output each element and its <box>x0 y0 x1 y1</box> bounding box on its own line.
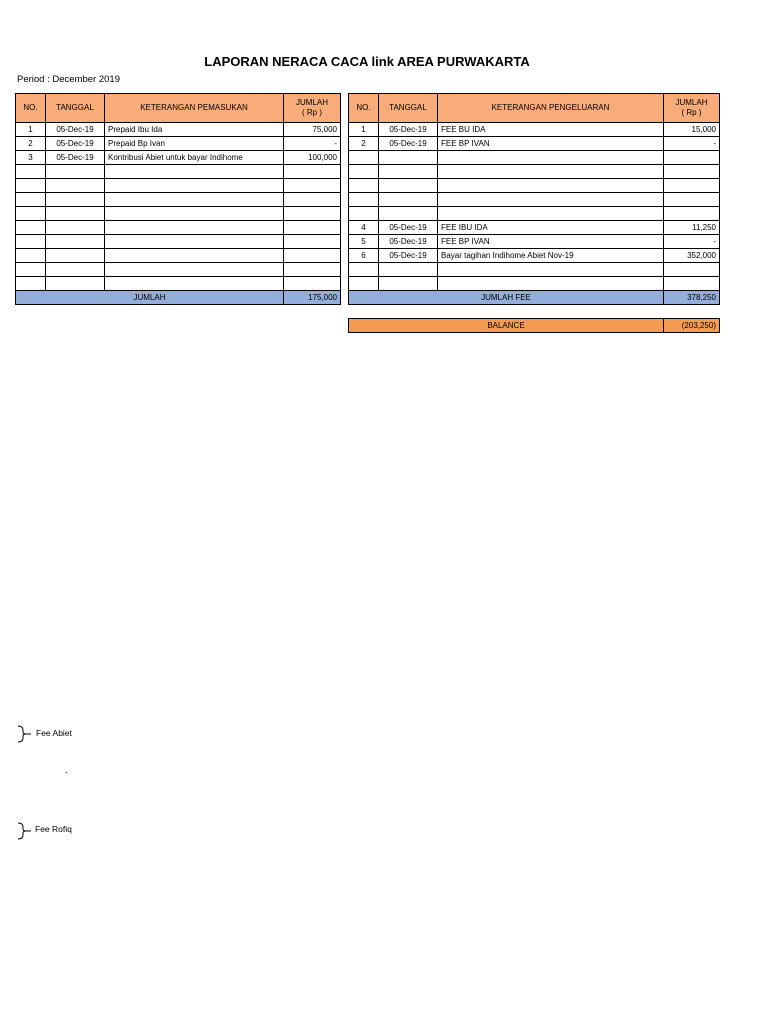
expense-row <box>349 207 720 221</box>
expense-row <box>349 123 720 137</box>
income-cell-desc <box>105 277 284 291</box>
expense-cell-amount: 11,250 <box>664 221 720 235</box>
expense-row <box>349 263 720 277</box>
balance-table <box>348 318 720 333</box>
income-header-row <box>16 94 341 123</box>
expense-cell-desc: FEE BP IVAN <box>438 235 664 249</box>
income-header-no: NO. <box>16 94 46 123</box>
expense-cell-no <box>349 179 379 193</box>
expense-cell-amount <box>664 193 720 207</box>
expense-cell-date: 05-Dec-19 <box>379 235 438 249</box>
income-cell-date <box>46 165 105 179</box>
income-header-amount-line2: ( Rp ) <box>302 108 322 117</box>
income-cell-no <box>16 165 46 179</box>
income-cell-no <box>16 235 46 249</box>
income-row <box>16 193 341 207</box>
income-row <box>16 137 341 151</box>
balance-row <box>349 319 720 333</box>
expense-cell-no <box>349 193 379 207</box>
expense-cell-date: 05-Dec-19 <box>379 221 438 235</box>
income-row <box>16 263 341 277</box>
income-cell-amount <box>284 221 341 235</box>
income-cell-desc <box>105 193 284 207</box>
income-cell-desc <box>105 165 284 179</box>
income-cell-date <box>46 263 105 277</box>
income-cell-desc <box>105 249 284 263</box>
income-cell-date <box>46 221 105 235</box>
income-table <box>15 93 341 305</box>
income-cell-no <box>16 277 46 291</box>
expense-cell-no: 6 <box>349 249 379 263</box>
expense-row <box>349 137 720 151</box>
expense-header-amount-line2: ( Rp ) <box>681 108 702 117</box>
expense-cell-no <box>349 151 379 165</box>
expense-row <box>349 221 720 235</box>
income-cell-amount <box>284 179 341 193</box>
income-row <box>16 277 341 291</box>
income-row <box>16 235 341 249</box>
income-cell-amount <box>284 249 341 263</box>
income-row <box>16 249 341 263</box>
income-cell-date <box>46 179 105 193</box>
note-fee-abiet: Fee Abiet <box>36 728 72 738</box>
income-cell-amount: 75,000 <box>284 123 341 137</box>
income-cell-no <box>16 179 46 193</box>
income-cell-desc <box>105 263 284 277</box>
income-cell-no: 1 <box>16 123 46 137</box>
stray-mark: ` <box>65 771 68 781</box>
income-total-value: 175,000 <box>284 291 341 305</box>
income-cell-amount: - <box>284 137 341 151</box>
expense-cell-date <box>379 179 438 193</box>
expense-cell-amount: 352,000 <box>664 249 720 263</box>
income-cell-date: 05-Dec-19 <box>46 123 105 137</box>
income-cell-no: 2 <box>16 137 46 151</box>
expense-cell-date <box>379 165 438 179</box>
expense-cell-date <box>379 193 438 207</box>
expense-header-row <box>349 94 720 123</box>
expense-cell-desc: FEE BP IVAN <box>438 137 664 151</box>
income-row <box>16 221 341 235</box>
income-cell-date: 05-Dec-19 <box>46 151 105 165</box>
income-header-amount <box>284 94 341 123</box>
expense-row <box>349 165 720 179</box>
expense-cell-amount: - <box>664 137 720 151</box>
income-body <box>16 123 341 291</box>
expense-cell-date: 05-Dec-19 <box>379 123 438 137</box>
income-cell-desc: Prepaid Bp Ivan <box>105 137 284 151</box>
income-cell-date <box>46 249 105 263</box>
income-total-row <box>16 291 341 305</box>
expense-cell-desc: FEE IBU IDA <box>438 221 664 235</box>
expense-cell-no: 4 <box>349 221 379 235</box>
income-cell-no <box>16 263 46 277</box>
expense-header-amount <box>664 94 720 123</box>
income-cell-date <box>46 277 105 291</box>
income-cell-desc <box>105 221 284 235</box>
income-row <box>16 179 341 193</box>
expense-total-row <box>349 291 720 305</box>
expense-cell-desc: Bayar tagihan Indihome Abiet Nov-19 <box>438 249 664 263</box>
expense-cell-no: 1 <box>349 123 379 137</box>
income-cell-desc <box>105 179 284 193</box>
income-row <box>16 151 341 165</box>
expense-cell-amount: - <box>664 235 720 249</box>
income-cell-amount: 100,000 <box>284 151 341 165</box>
expense-cell-amount <box>664 179 720 193</box>
income-header-date: TANGGAL <box>46 94 105 123</box>
expense-cell-no <box>349 277 379 291</box>
expense-cell-amount: 15,000 <box>664 123 720 137</box>
expense-table <box>348 93 720 305</box>
income-cell-date <box>46 193 105 207</box>
expense-row <box>349 151 720 165</box>
expense-cell-date <box>379 277 438 291</box>
income-cell-date <box>46 207 105 221</box>
expense-header-desc: KETERANGAN PENGELUARAN <box>438 94 664 123</box>
expense-cell-date <box>379 151 438 165</box>
income-cell-desc: Prepaid Ibu Ida <box>105 123 284 137</box>
expense-cell-no: 2 <box>349 137 379 151</box>
expense-cell-no <box>349 263 379 277</box>
expense-cell-desc <box>438 207 664 221</box>
expense-header-amount-line1: JUMLAH <box>675 98 708 107</box>
expense-row <box>349 277 720 291</box>
expense-row <box>349 249 720 263</box>
expense-cell-desc <box>438 263 664 277</box>
expense-cell-amount <box>664 277 720 291</box>
balance-label: BALANCE <box>349 319 664 333</box>
income-cell-amount <box>284 277 341 291</box>
expense-cell-no: 5 <box>349 235 379 249</box>
income-cell-no <box>16 193 46 207</box>
expense-cell-desc <box>438 151 664 165</box>
income-cell-no <box>16 207 46 221</box>
expense-total-label: JUMLAH FEE <box>349 291 664 305</box>
expense-cell-date <box>379 207 438 221</box>
income-cell-no <box>16 221 46 235</box>
expense-cell-desc <box>438 165 664 179</box>
expense-cell-date: 05-Dec-19 <box>379 137 438 151</box>
expense-cell-no <box>349 165 379 179</box>
expense-row <box>349 193 720 207</box>
brace-icon <box>17 822 31 840</box>
income-total-label: JUMLAH <box>16 291 284 305</box>
expense-cell-desc <box>438 193 664 207</box>
report-period: Period : December 2019 <box>17 74 120 85</box>
income-header-amount-line1: JUMLAH <box>295 98 328 107</box>
income-cell-amount <box>284 263 341 277</box>
expense-cell-desc <box>438 179 664 193</box>
income-cell-no <box>16 249 46 263</box>
expense-header-no: NO. <box>349 94 379 123</box>
expense-cell-date: 05-Dec-19 <box>379 249 438 263</box>
expense-body <box>349 123 720 291</box>
income-row <box>16 123 341 137</box>
expense-row <box>349 179 720 193</box>
income-header-desc: KETERANGAN PEMASUKAN <box>105 94 284 123</box>
income-cell-desc: Kontribusi Abiet untuk bayar Indihome <box>105 151 284 165</box>
income-row <box>16 207 341 221</box>
income-cell-desc <box>105 207 284 221</box>
expense-cell-desc: FEE BU IDA <box>438 123 664 137</box>
expense-cell-no <box>349 207 379 221</box>
note-fee-rofiq: Fee Rofiq <box>35 824 72 834</box>
income-row <box>16 165 341 179</box>
expense-cell-amount <box>664 207 720 221</box>
report-title: LAPORAN NERACA CACA link AREA PURWAKARTA <box>204 54 530 69</box>
income-cell-amount <box>284 165 341 179</box>
brace-icon <box>17 725 31 743</box>
income-cell-date <box>46 235 105 249</box>
income-cell-amount <box>284 207 341 221</box>
expense-row <box>349 235 720 249</box>
income-cell-desc <box>105 235 284 249</box>
income-cell-no: 3 <box>16 151 46 165</box>
expense-cell-desc <box>438 277 664 291</box>
expense-cell-date <box>379 263 438 277</box>
income-cell-amount <box>284 193 341 207</box>
expense-cell-amount <box>664 151 720 165</box>
expense-total-value: 378,250 <box>664 291 720 305</box>
income-cell-date: 05-Dec-19 <box>46 137 105 151</box>
expense-cell-amount <box>664 263 720 277</box>
balance-value: (203,250) <box>664 319 720 333</box>
expense-header-date: TANGGAL <box>379 94 438 123</box>
income-cell-amount <box>284 235 341 249</box>
expense-cell-amount <box>664 165 720 179</box>
